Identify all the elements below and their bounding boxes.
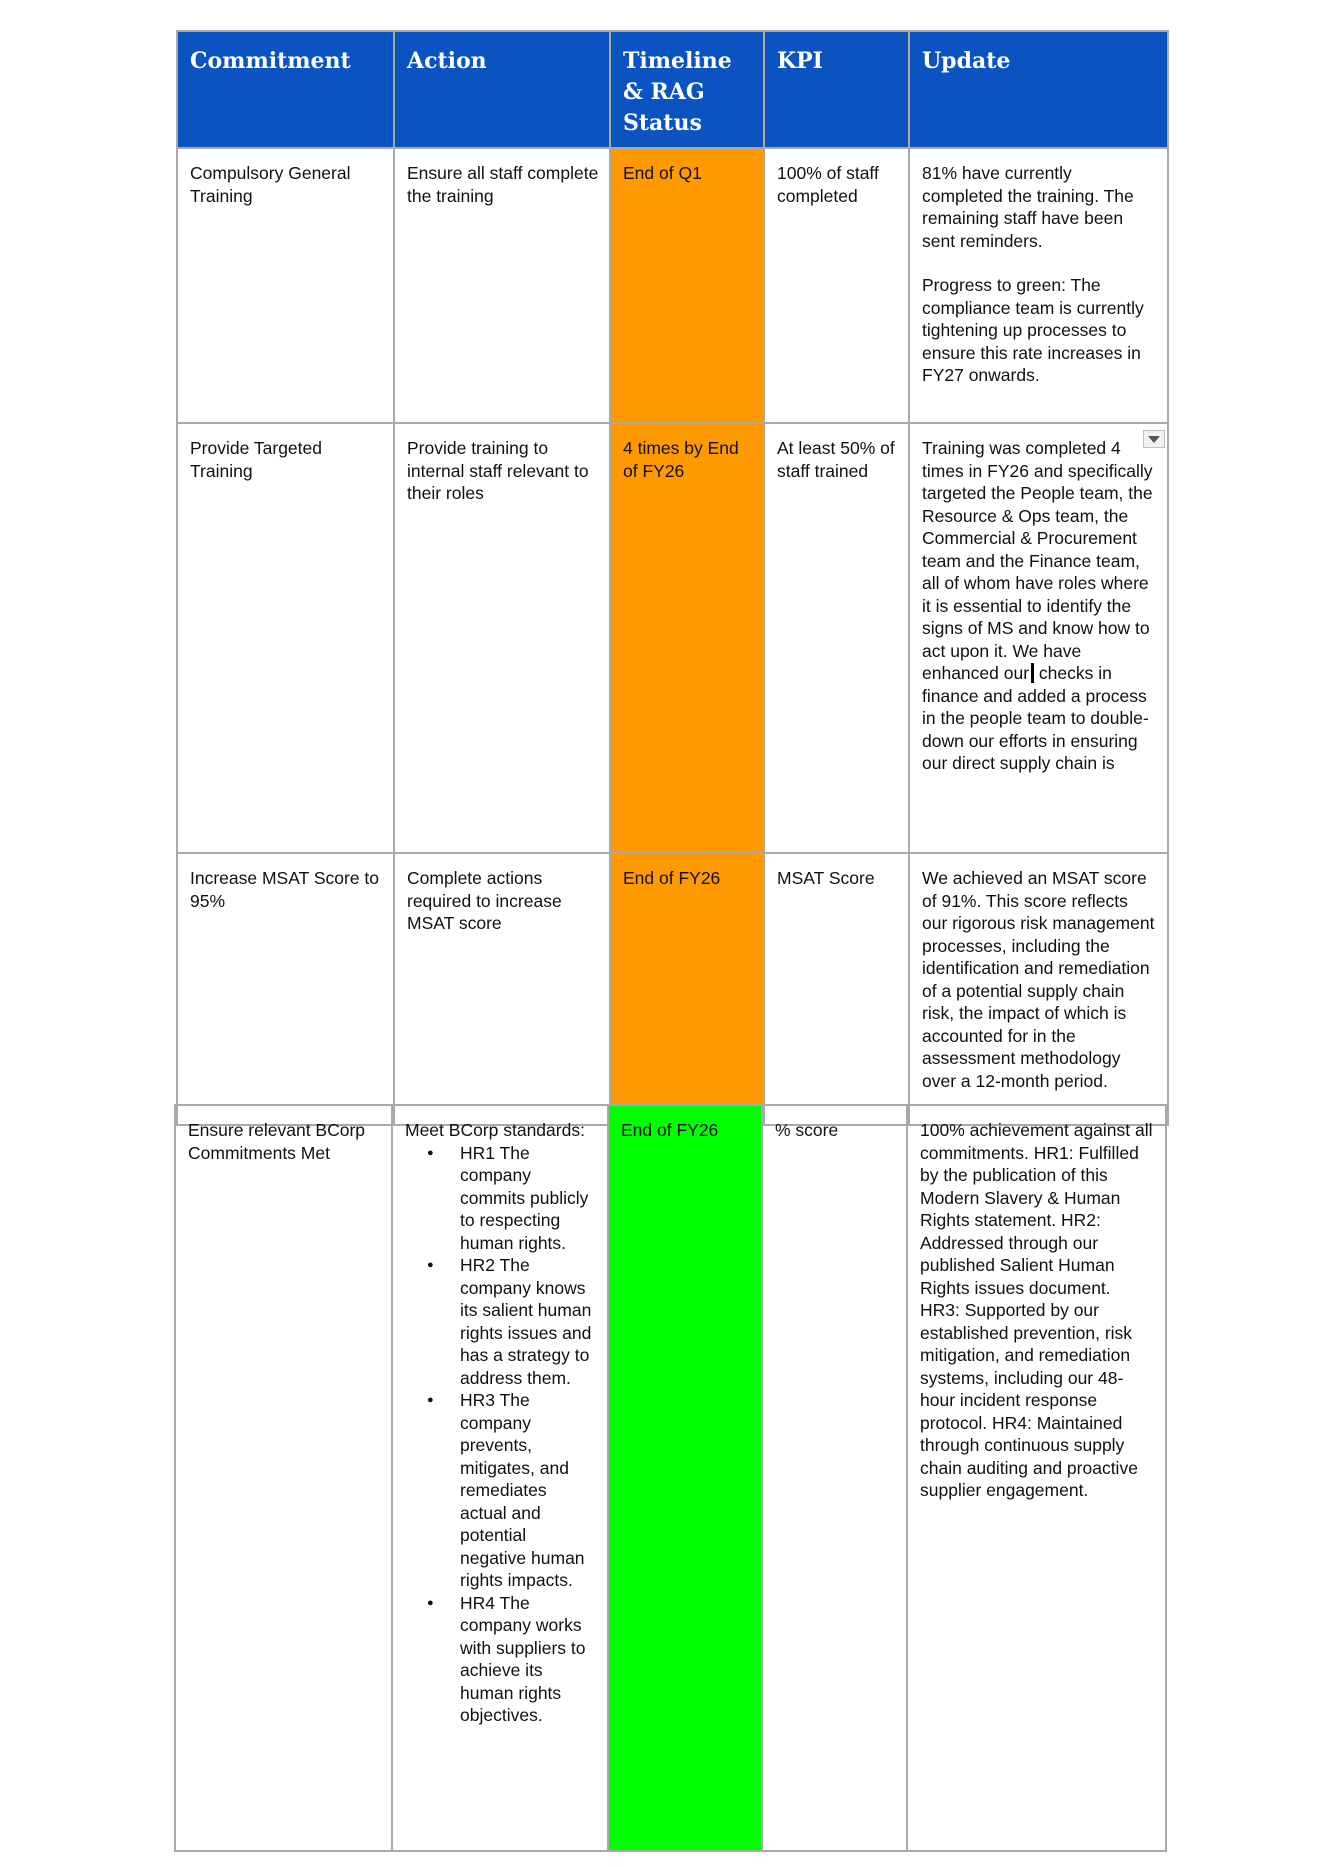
header-commitment: Commitment xyxy=(177,31,394,148)
table-row xyxy=(177,423,1168,853)
list-item: ● HR1 The company commits publicly to respecting human rights. xyxy=(460,1142,597,1255)
update-cell[interactable]: We achieved an MSAT score of 91%. This score reflects our rigorous risk management processes, including the identification and remediation of a potential supply chain risk, the impact of which is accounted for in the assessment methodology over a 12-month period. xyxy=(909,853,1168,1125)
update-cell[interactable] xyxy=(909,148,1168,423)
action-intro: Meet BCorp standards: xyxy=(405,1120,585,1140)
commitments-table xyxy=(176,30,1169,1126)
update-text: Training was completed 4 times in FY26 and specifically targeted the People team, the Resource & Ops team, the Commercial & Procurement team and the Finance team, all of whom have roles where it is essential to identify the signs of MS and know how to act upon it. We have enhanced our xyxy=(922,438,1153,683)
action-cell[interactable]: Provide training to internal staff relevant to their roles xyxy=(394,423,610,853)
action-cell[interactable] xyxy=(392,1105,608,1851)
timeline-rag-cell[interactable]: End of Q1 xyxy=(610,148,764,423)
bcorp-table xyxy=(174,1104,1167,1852)
action-cell[interactable]: Ensure all staff complete the training xyxy=(394,148,610,423)
timeline-rag-cell[interactable]: End of FY26 xyxy=(610,853,764,1125)
commitment-cell[interactable]: Compulsory General Training xyxy=(177,148,394,423)
header-update: Update xyxy=(909,31,1168,148)
timeline-rag-cell[interactable]: 4 times by End of FY26 xyxy=(610,423,764,853)
timeline-rag-cell[interactable]: End of FY26 xyxy=(608,1105,762,1851)
commitment-cell[interactable]: Ensure relevant BCorp Commitments Met xyxy=(175,1105,392,1851)
table-row xyxy=(177,148,1168,423)
table-row xyxy=(175,1105,1166,1851)
kpi-cell[interactable]: 100% of staff completed xyxy=(764,148,909,423)
commitment-cell[interactable]: Increase MSAT Score to 95% xyxy=(177,853,394,1125)
action-cell[interactable]: Complete actions required to increase MSAT score xyxy=(394,853,610,1125)
update-cell[interactable] xyxy=(909,423,1168,853)
text-cursor xyxy=(1031,663,1034,683)
kpi-cell[interactable]: At least 50% of staff trained xyxy=(764,423,909,853)
list-item: ● HR3 The company prevents, mitigates, and remediates actual and potential negative human rights impacts. xyxy=(460,1389,597,1592)
update-paragraph: Progress to green: The compliance team is currently tightening up processes to ensure this rate increases in FY27 onwards. xyxy=(922,275,1144,385)
table-row xyxy=(177,853,1168,1125)
list-item: ● HR4 The company works with suppliers to achieve its human rights objectives. xyxy=(460,1592,597,1727)
update-paragraph: 81% have currently completed the training. The remaining staff have been sent reminders. xyxy=(922,163,1134,251)
header-kpi: KPI xyxy=(764,31,909,148)
update-text-continued: checks in finance and added a process in the people team to double-down our efforts in ensuring our direct supply chain is xyxy=(922,663,1149,773)
list-item: ● HR2 The company knows its salient human rights issues and has a strategy to address them. xyxy=(460,1254,597,1389)
chevron-down-icon[interactable] xyxy=(1143,430,1165,448)
update-cell[interactable]: 100% achievement against all commitments. HR1: Fulfilled by the publication of this Modern Slavery & Human Rights statement. HR2: Addressed through our published Salient Human Rights issues document. HR3: Supported by our established prevention, risk mitigation, and remediation systems, including our 48-hour incident response protocol. HR4: Maintained through continuous supply chain auditing and proactive supplier engagement. xyxy=(907,1105,1166,1851)
commitment-cell[interactable]: Provide Targeted Training xyxy=(177,423,394,853)
kpi-cell[interactable]: % score xyxy=(762,1105,907,1851)
table-header-row xyxy=(177,31,1168,148)
bcorp-standards-list xyxy=(405,1142,597,1727)
header-timeline: Timeline & RAG Status xyxy=(610,31,764,148)
kpi-cell[interactable]: MSAT Score xyxy=(764,853,909,1125)
header-action: Action xyxy=(394,31,610,148)
